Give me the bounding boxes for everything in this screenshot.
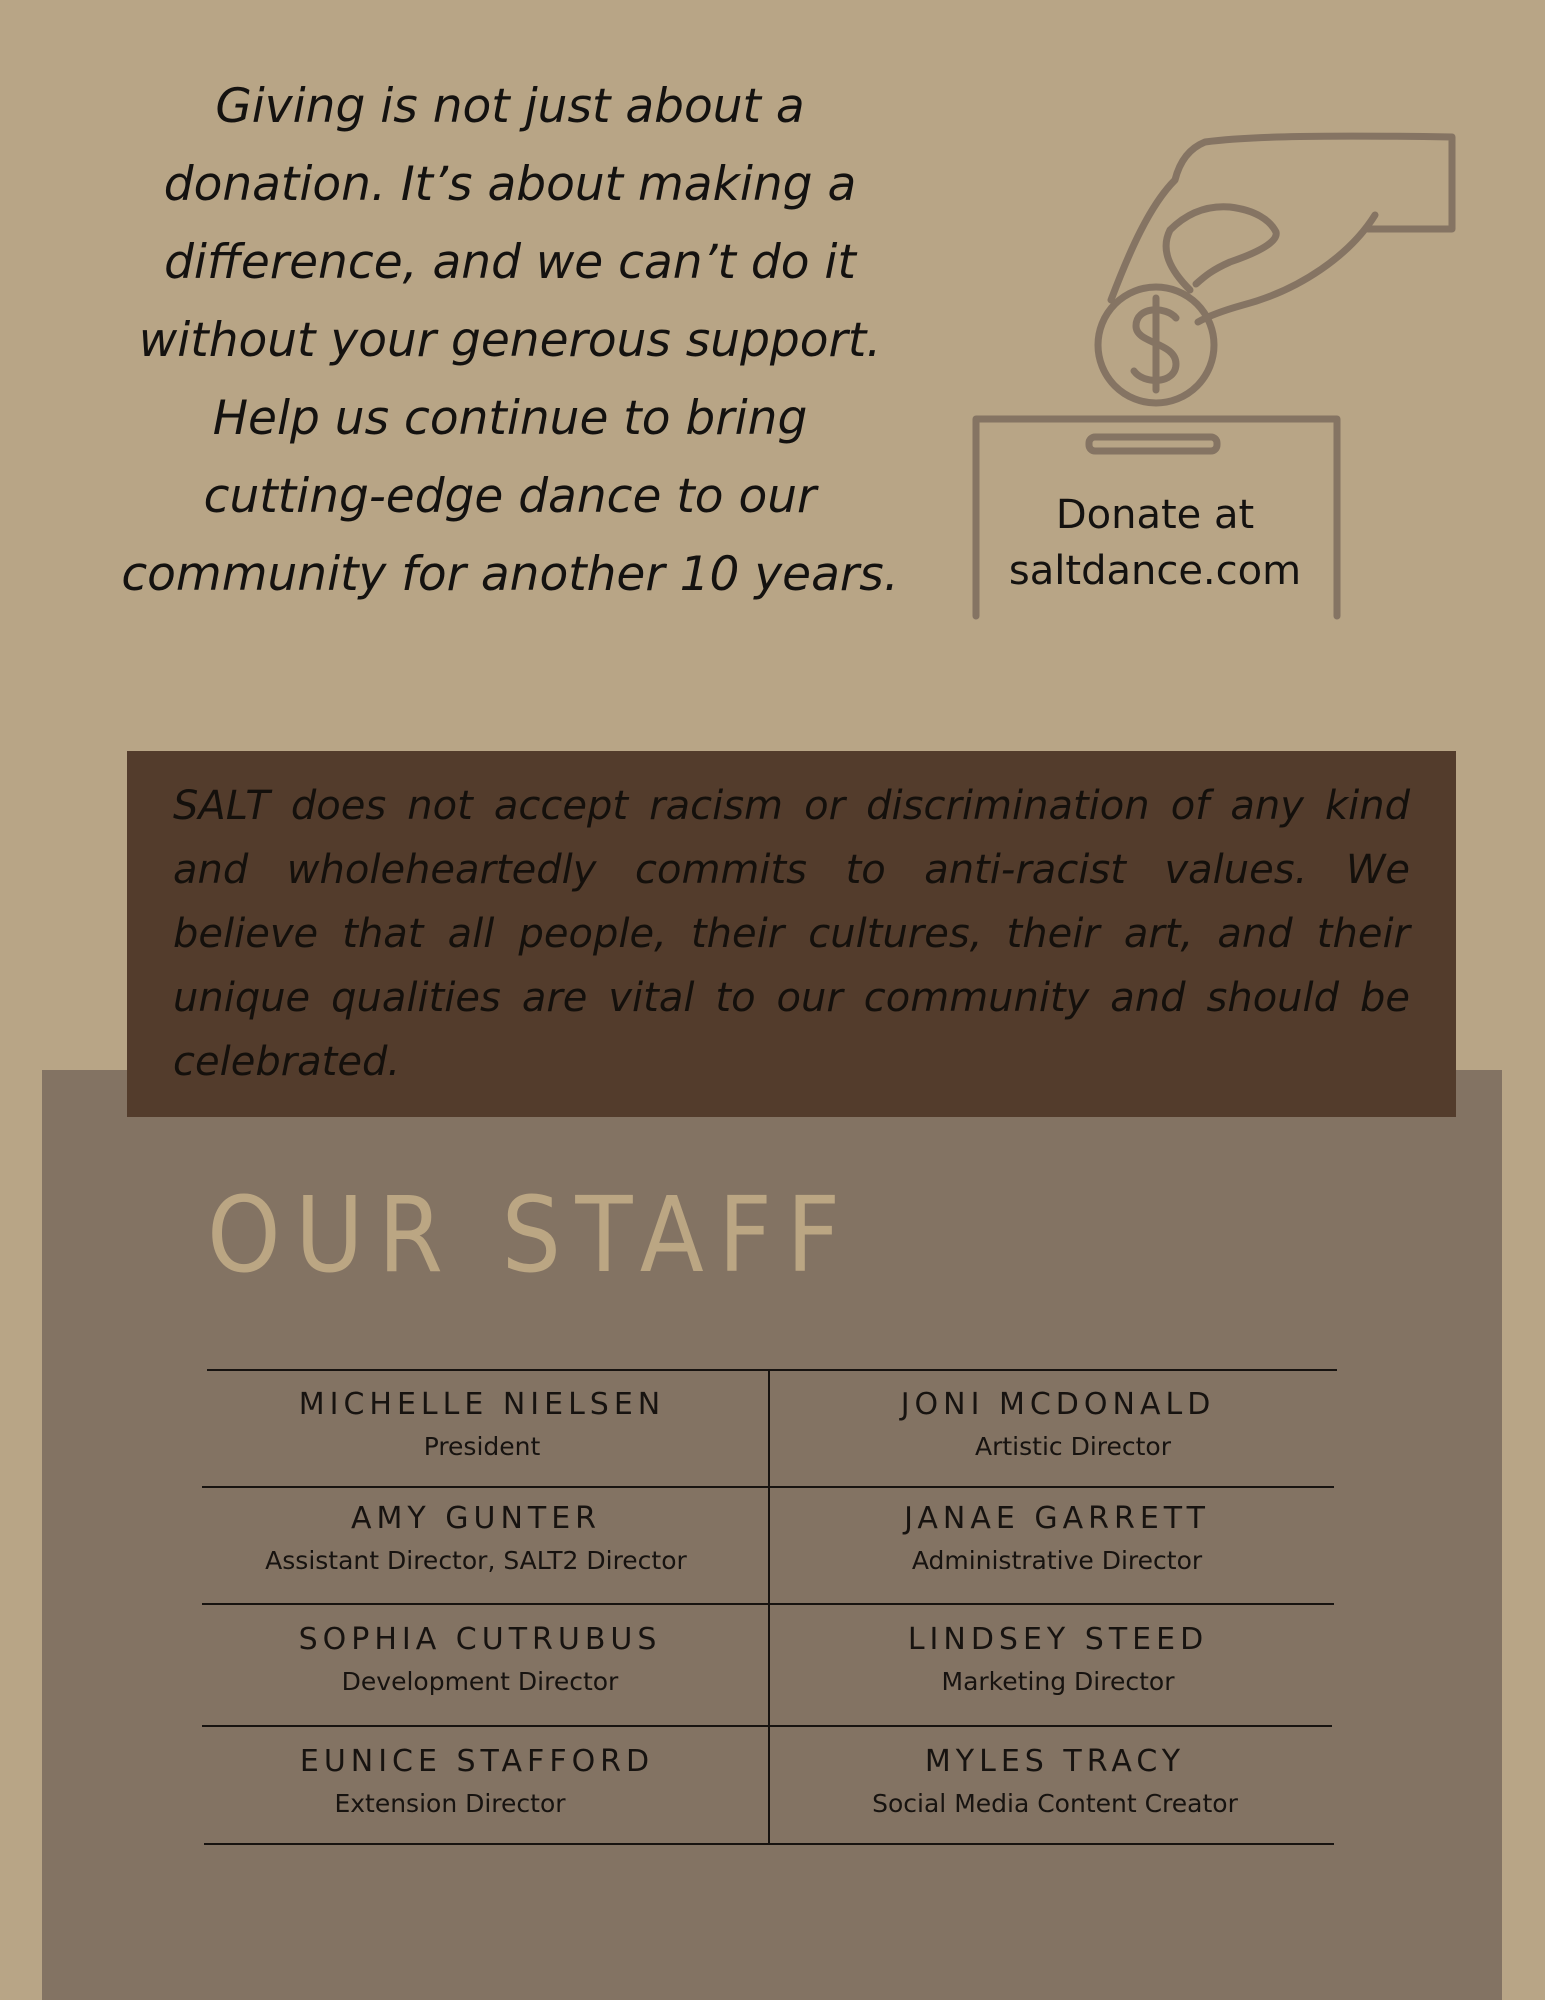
- staff-role: President: [423, 1432, 541, 1461]
- staff-name: JANAE GARRETT: [904, 1501, 1210, 1536]
- staff-name: JONI MCDONALD: [900, 1387, 1216, 1422]
- staff-member: [808, 1620, 1308, 1701]
- staff-role: Development Director: [341, 1667, 619, 1696]
- staff-member: [230, 1620, 730, 1701]
- staff-name: MYLES TRACY: [924, 1744, 1186, 1779]
- staff-role: Administrative Director: [911, 1546, 1203, 1575]
- staff-name: SOPHIA CUTRUBUS: [298, 1622, 662, 1657]
- staff-heading: OUR STAFF: [207, 1174, 855, 1296]
- staff-member: [227, 1742, 727, 1823]
- staff-role: Artistic Director: [974, 1432, 1172, 1461]
- staff-name: MICHELLE NIELSEN: [298, 1387, 666, 1422]
- staff-table-rule: [207, 1369, 1337, 1371]
- donate-label: Donate at: [1055, 492, 1255, 538]
- staff-member: [226, 1499, 726, 1580]
- staff-role: Assistant Director, SALT2 Director: [265, 1546, 687, 1575]
- staff-role: Marketing Director: [941, 1667, 1175, 1696]
- staff-table-rule: [202, 1725, 1332, 1727]
- staff-member: [808, 1385, 1308, 1466]
- donation-appeal-text: Giving is not just about a donation. It’s about making a difference, and we can’t do it without your generous support. Help us continue to bring cutting-edge dance to our community for another 10 years.: [121, 79, 899, 602]
- staff-role: Extension Director: [334, 1789, 566, 1818]
- staff-name: EUNICE STAFFORD: [299, 1744, 655, 1779]
- donate-url: saltdance.com: [1008, 548, 1302, 594]
- hand-icon: [1111, 136, 1452, 300]
- staff-member: [805, 1742, 1305, 1823]
- staff-member: [807, 1499, 1307, 1580]
- staff-name: AMY GUNTER: [350, 1501, 602, 1536]
- anti-racism-statement: SALT does not accept racism or discrimination of any kind and wholeheartedly commits to anti-racist values. We believe that all people, their cultures, their art, and their unique qualities are vital to our community and should be celebrated.: [173, 783, 1410, 1085]
- staff-member: [232, 1385, 732, 1466]
- coin-slot-icon: [1089, 437, 1217, 451]
- staff-table-divider: [768, 1370, 770, 1845]
- staff-role: Social Media Content Creator: [872, 1789, 1238, 1818]
- donate-callout: [975, 487, 1335, 599]
- staff-name: LINDSEY STEED: [907, 1622, 1209, 1657]
